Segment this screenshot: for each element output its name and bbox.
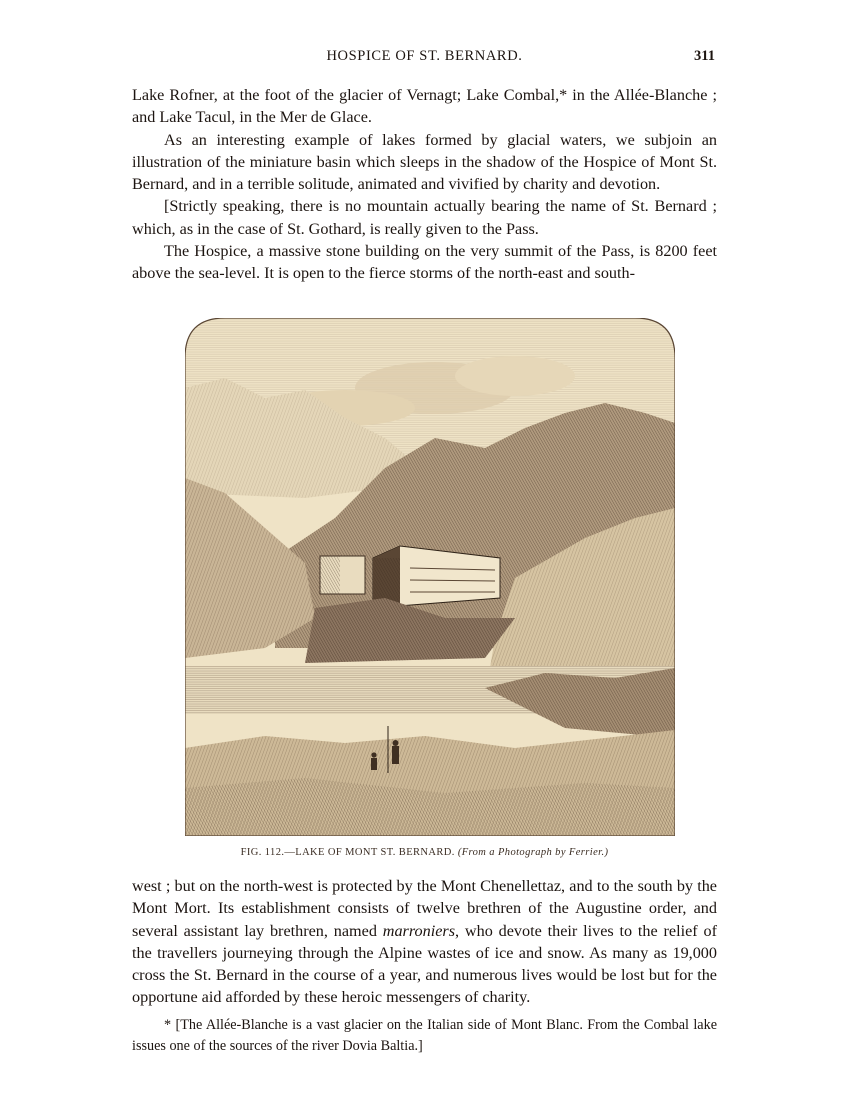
paragraph-hospice-continued-part1: west ; but on the north-west is protected by the Mont Chenellettaz, and to the south by the Mont Mort. Its establishment consists of twelve brethren of the Augustine order, and several assistant lay brethren, named <box>132 877 717 940</box>
page-number: 311 <box>694 48 715 64</box>
italic-term-marroniers: marroniers <box>382 921 456 940</box>
running-head <box>132 48 717 70</box>
figure-caption-label: FIG. 112.—LAKE OF MONT ST. BERNARD. <box>240 847 455 858</box>
engraving-lake-mont-st-bernard <box>185 318 675 836</box>
top-text-block <box>132 84 717 285</box>
running-title: HOSPICE OF ST. BERNARD. <box>326 48 523 64</box>
paragraph-hospice-continued-part2: , who devote their lives to the relief of the travellers journeying through the Alpine wastes of ice and snow. As many as 19,000 cross the St. Bernard in the course of a year, and numerous lives would be lost but for the opportune aid afforded by these heroic messengers of charity. <box>132 921 718 1007</box>
paragraph-hospice: The Hospice, a massive stone building on the very summit of the Pass, is 8200 feet above the sea-level. It is open to the fierce storms of the north-east and south- <box>132 242 717 283</box>
engraving-illustration <box>185 318 675 836</box>
figure-caption <box>132 847 717 858</box>
paragraph-lakes: Lake Rofner, at the foot of the glacier of Vernagt; Lake Combal,* in the Allée-Blanche ; and Lake Tacul, in the Mer de Glace. <box>132 86 717 127</box>
footnote-allee-blanche: * [The Allée-Blanche is a vast glacier on the Italian side of Mont Blanc. From the Combal lake issues one of the sources of the river Dovia Baltia.] <box>132 1016 717 1054</box>
figure-caption-credit: (From a Photograph by Ferrier.) <box>457 847 609 858</box>
bottom-text-block <box>132 875 717 1057</box>
paragraph-hospice-continued <box>132 875 717 1009</box>
paragraph-strictly-speaking: [Strictly speaking, there is no mountain actually bearing the name of St. Bernard ; which, as in the case of St. Gothard, is really given to the Pass. <box>132 197 717 238</box>
paragraph-illustration-intro: As an interesting example of lakes formed by glacial waters, we subjoin an illustration of the miniature basin which sleeps in the shadow of the Hospice of Mont St. Bernard, and in a terrible solitude, animated and vivified by charity and devotion. <box>132 130 717 194</box>
